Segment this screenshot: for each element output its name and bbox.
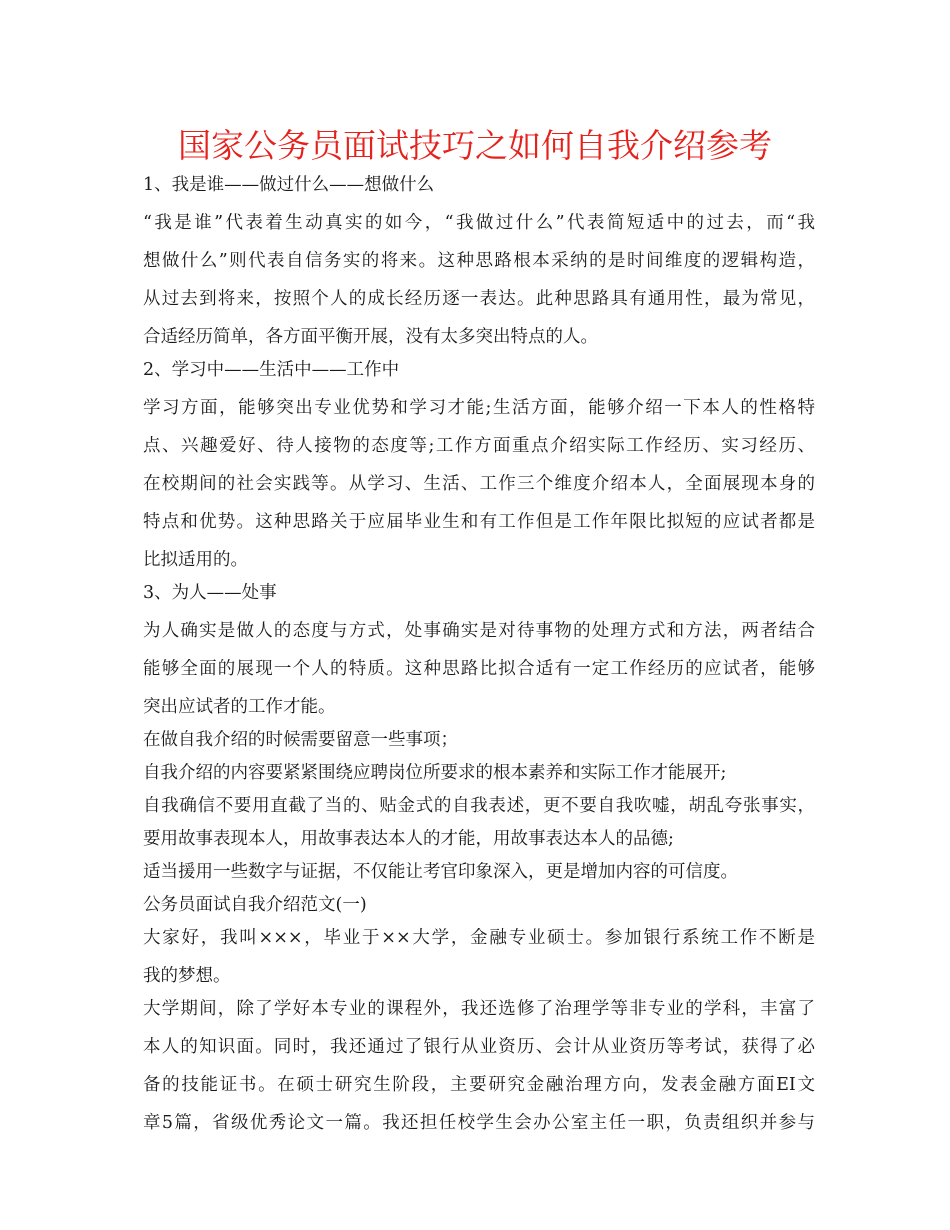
paragraph-line: 自我介绍的内容要紧紧围绕应聘岗位所要求的根本素养和实际工作才能展开; — [143, 763, 727, 783]
paragraph-line: 想做什么”则代表自信务实的将来。这种思路根本采纳的是时间维度的逻辑构造， — [143, 251, 815, 271]
section-heading-1: 1、我是谁——做过什么——想做什么 — [143, 175, 435, 195]
sample-heading: 公务员面试自我介绍范文(一) — [143, 895, 367, 915]
document-body — [143, 170, 815, 1138]
paragraph-line: 突出应试者的工作才能。 — [143, 697, 336, 717]
paragraph-line: 章5篇，省级优秀论文一篇。我还担任校学生会办公室主任一职，负责组织并参与 — [143, 1113, 815, 1133]
document-title: 国家公务员面试技巧之如何自我介绍参考 — [178, 126, 772, 165]
paragraph-line: 自我确信不要用直截了当的、贴金式的自我表述，更不要自我吹嘘，胡乱夸张事实， — [143, 796, 815, 816]
paragraph-line: 我的梦想。 — [143, 966, 231, 986]
paragraph-line: 比拟适用的。 — [143, 550, 248, 570]
paragraph-line: 在做自我介绍的时候需要留意一些事项； — [143, 730, 458, 750]
paragraph-line: 要用故事表现本人，用故事表达本人的才能，用故事表达本人的品德; — [143, 829, 674, 849]
paragraph-line: 本人的知识面。同时，我还通过了银行从业资历、会计从业资历等考试，获得了必 — [143, 1037, 815, 1057]
paragraph-line: 点、兴趣爱好、待人接物的态度等;工作方面重点介绍实际工作经历、实习经历、 — [143, 436, 815, 456]
paragraph-line: 适当援用一些数字与证据，不仅能让考官印象深入，更是增加内容的可信度。 — [143, 862, 738, 882]
paragraph-line: 为人确实是做人的态度与方式，处事确实是对待事物的处理方式和方法，两者结合 — [143, 621, 815, 641]
paragraph-line: 学习方面，能够突出专业优势和学习才能;生活方面，能够介绍一下本人的性格特 — [143, 398, 815, 418]
paragraph-line: 从过去到将来，按照个人的成长经历逐一表达。此种思路具有通用性，最为常见， — [143, 289, 815, 309]
paragraph-line: 备的技能证书。在硕士研究生阶段，主要研究金融治理方向，发表金融方面EI文 — [143, 1075, 815, 1095]
paragraph-line: 能够全面的展现一个人的特质。这种思路比拟合适有一定工作经历的应试者，能够 — [143, 659, 815, 679]
section-heading-3: 3、为人——处事 — [143, 583, 277, 603]
paragraph-line: 大学期间，除了学好本专业的课程外，我还选修了治理学等非专业的学科，丰富了 — [143, 999, 815, 1019]
paragraph-line: 大家好，我叫×××，毕业于××大学，金融专业硕士。参加银行系统工作不断是 — [143, 928, 815, 948]
paragraph-line: 在校期间的社会实践等。从学习、生活、工作三个维度介绍本人，全面展现本身的 — [143, 474, 815, 494]
paragraph-line: “我是谁”代表着生动真实的如今，“我做过什么”代表简短适中的过去，而“我 — [143, 213, 815, 233]
section-heading-2: 2、学习中——生活中——工作中 — [143, 360, 400, 380]
paragraph-line: 特点和优势。这种思路关于应届毕业生和有工作但是工作年限比拟短的应试者都是 — [143, 512, 815, 532]
paragraph-line: 合适经历简单，各方面平衡开展，没有太多突出特点的人。 — [143, 327, 598, 347]
